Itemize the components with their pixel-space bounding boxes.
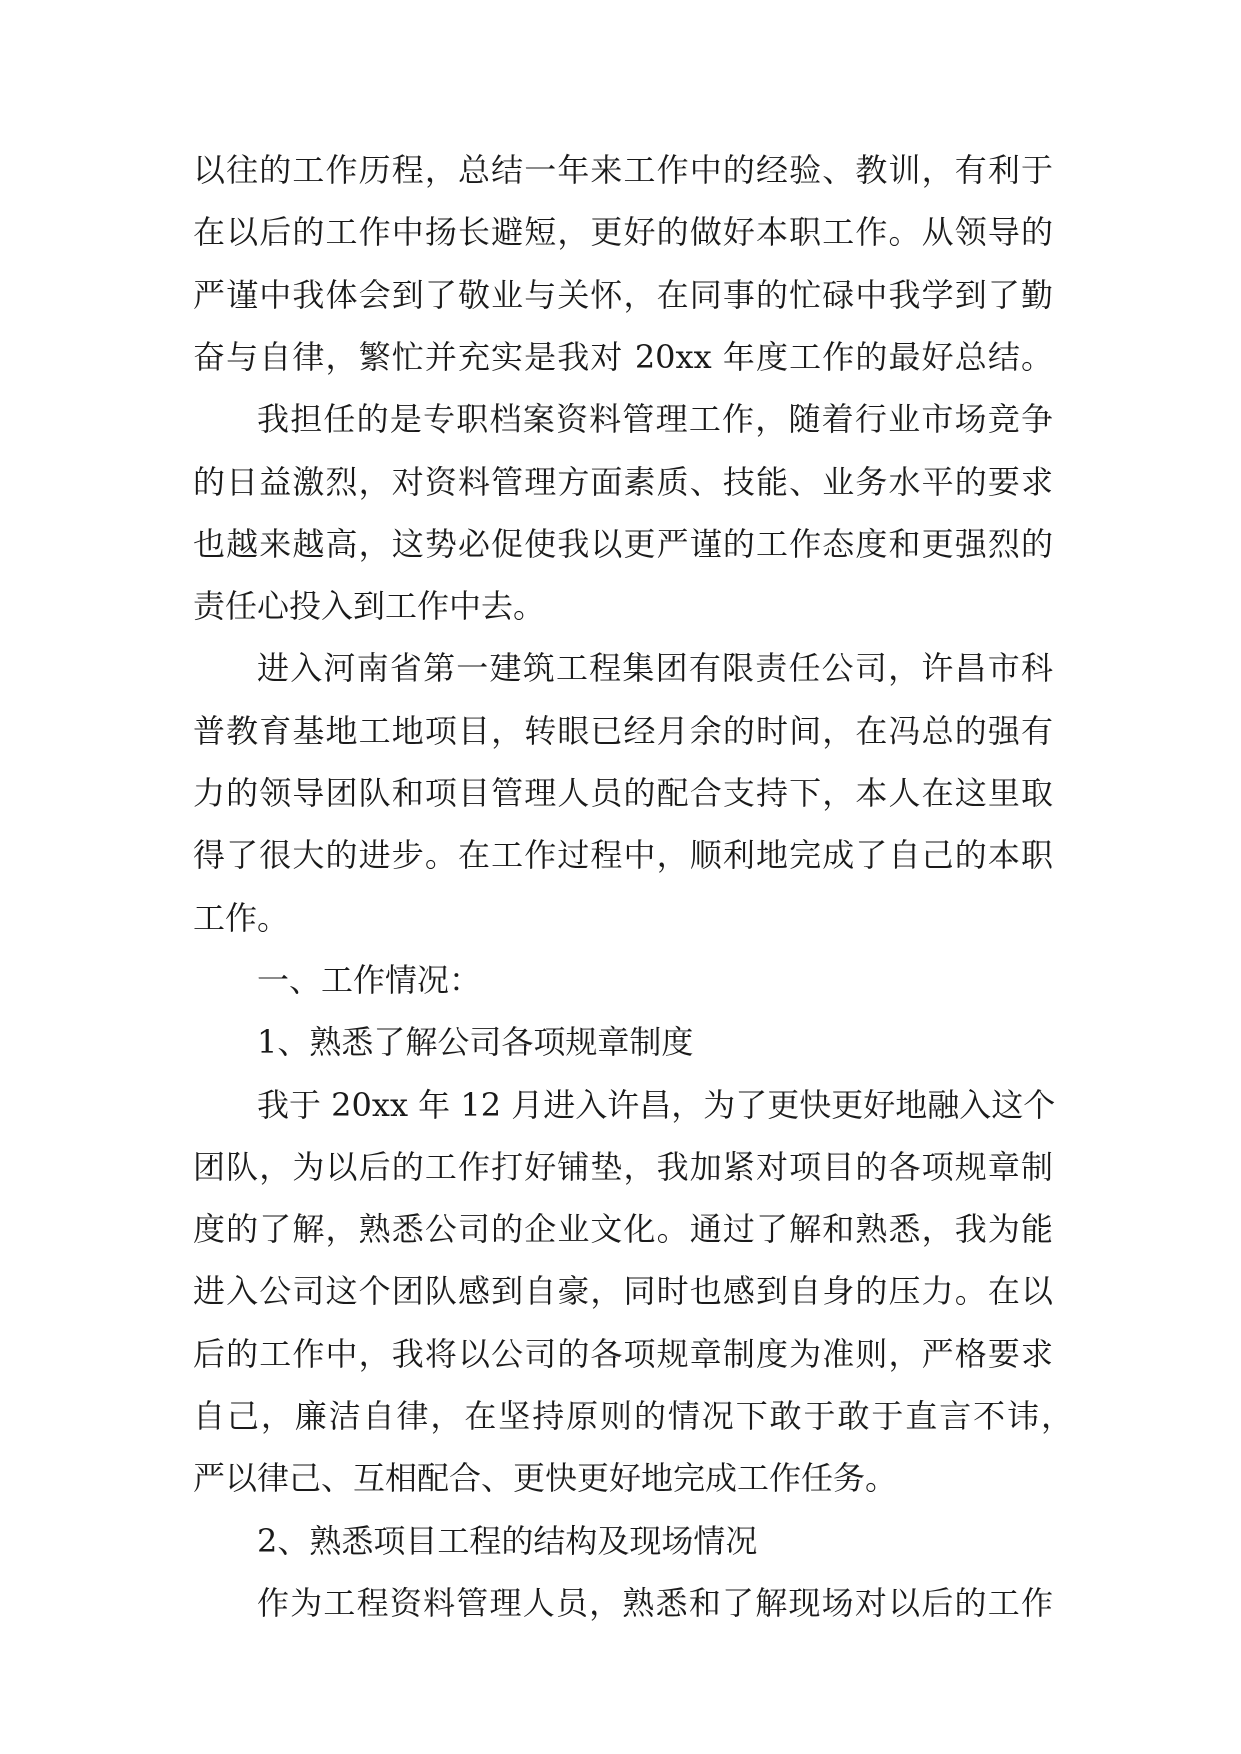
text-line: 进入河南省第一建筑工程集团有限责任公司，许昌市科 (257, 649, 1053, 688)
text-line: 我担任的是专职档案资料管理工作，随着行业市场竞争 (257, 400, 1053, 439)
text-line: 团队，为以后的工作打好铺垫，我加紧对项目的各项规章制 (193, 1147, 1053, 1186)
text-line: 在以后的工作中扬长避短，更好的做好本职工作。从领导的 (193, 213, 1053, 252)
text-line: 严以律己、互相配合、更快更好地完成工作任务。 (193, 1459, 898, 1498)
text-line: 得了很大的进步。在工作过程中，顺利地完成了自己的本职 (193, 836, 1053, 875)
text-line: 的日益激烈，对资料管理方面素质、技能、业务水平的要求 (193, 462, 1053, 501)
text-line: 力的领导团队和项目管理人员的配合支持下，本人在这里取 (193, 774, 1053, 812)
text-line: 我于 20xx 年 12 月进入许昌，为了更快更好地融入这个 (257, 1085, 1056, 1124)
text-line: 进入公司这个团队感到自豪，同时也感到自身的压力。在以 (193, 1272, 1053, 1311)
text-line: 度的了解，熟悉公司的企业文化。通过了解和熟悉，我为能 (193, 1210, 1053, 1249)
text-line: 一、工作情况： (257, 960, 482, 999)
text-line: 以往的工作历程，总结一年来工作中的经验、教训，有利于 (193, 151, 1053, 189)
text-line: 也越来越高，这势必促使我以更严谨的工作态度和更强烈的 (193, 524, 1053, 563)
text-line: 责任心投入到工作中去。 (193, 587, 546, 626)
text-line: 作为工程资料管理人员，熟悉和了解现场对以后的工作 (257, 1583, 1053, 1622)
text-line: 自己，廉洁自律，在坚持原则的情况下敢于敢于直言不讳， (193, 1397, 1073, 1435)
text-line: 工作。 (193, 898, 290, 937)
text-line: 严谨中我体会到了敬业与关怀，在同事的忙碌中我学到了勤 (193, 275, 1053, 314)
text-line: 后的工作中，我将以公司的各项规章制度为准则，严格要求 (193, 1334, 1053, 1373)
text-line: 2、熟悉项目工程的结构及现场情况 (257, 1521, 758, 1560)
text-line: 普教育基地工地项目，转眼已经月余的时间，在冯总的强有 (193, 711, 1053, 750)
text-line: 1、熟悉了解公司各项规章制度 (257, 1023, 694, 1062)
text-line: 奋与自律，繁忙并充实是我对 20xx 年度工作的最好总结。 (193, 337, 1053, 376)
